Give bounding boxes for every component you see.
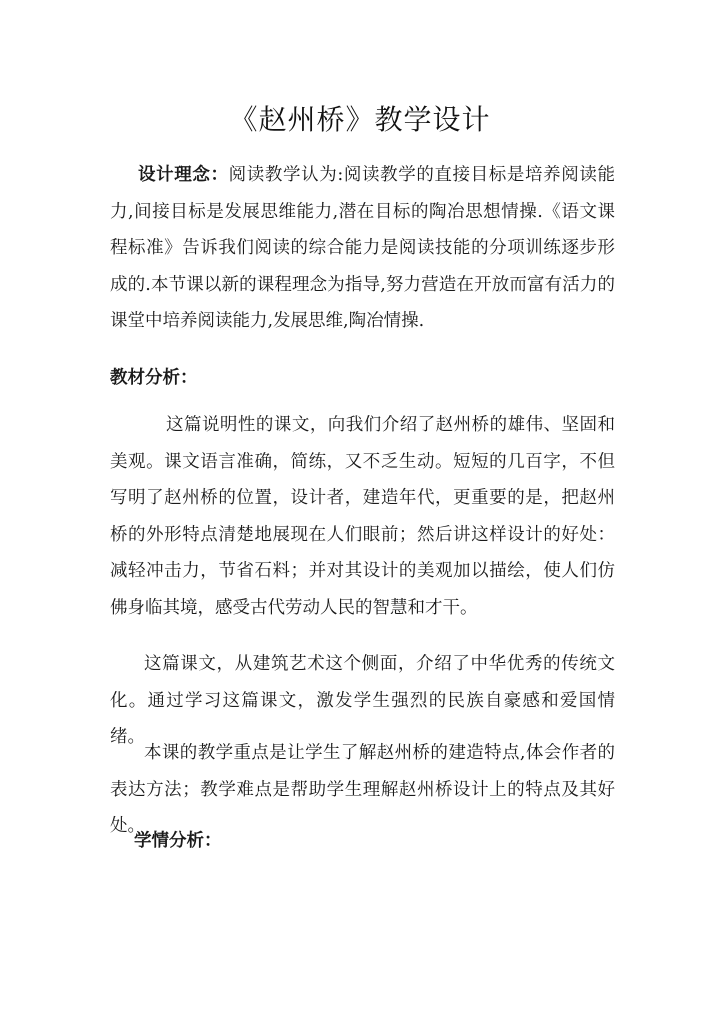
material-paragraph-2: 这篇课文，从建筑艺术这个侧面，介绍了中华优秀的传统文化。通过学习这篇课文，激发学生强烈的民族自豪感和爱国情绪。	[110, 654, 615, 747]
design-concept-text: 阅读教学认为:阅读教学的直接目标是培养阅读能力,间接目标是发展思维能力,潜在目标的陶冶思想情操.《语文课程标准》告诉我们阅读的综合能力是阅读技能的分项训练逐步形成的.本节课以新的课程理念为指导,努力营造在开放而富有活力的课堂中培养阅读能力,发展思维,陶冶情操.	[110, 165, 616, 331]
material-analysis-heading: 教材分析：	[110, 368, 198, 388]
design-concept-label: 设计理念：	[138, 165, 229, 185]
student-analysis-heading: 学情分析：	[134, 831, 222, 851]
design-concept-paragraph	[110, 157, 615, 340]
document-title: 《赵州桥》教学设计	[229, 103, 491, 136]
material-paragraph-1: 这篇说明性的课文，向我们介绍了赵州桥的雄伟、坚固和美观。课文语言准确，简练，又不乏生动。短短的几百字，不但写明了赵州桥的位置，设计者，建造年代，更重要的是，把赵州桥的外形特点清楚地展现在人们眼前；然后讲这样设计的好处：减轻冲击力，节省石料；并对其设计的美观加以描绘，使人们仿佛身临其境，感受古代劳动人民的智慧和才干。	[110, 415, 615, 618]
material-paragraph-3: 本课的教学重点是让学生了解赵州桥的建造特点,体会作者的表达方法；教学难点是帮助学生理解赵州桥设计上的特点及其好处。	[110, 743, 615, 836]
